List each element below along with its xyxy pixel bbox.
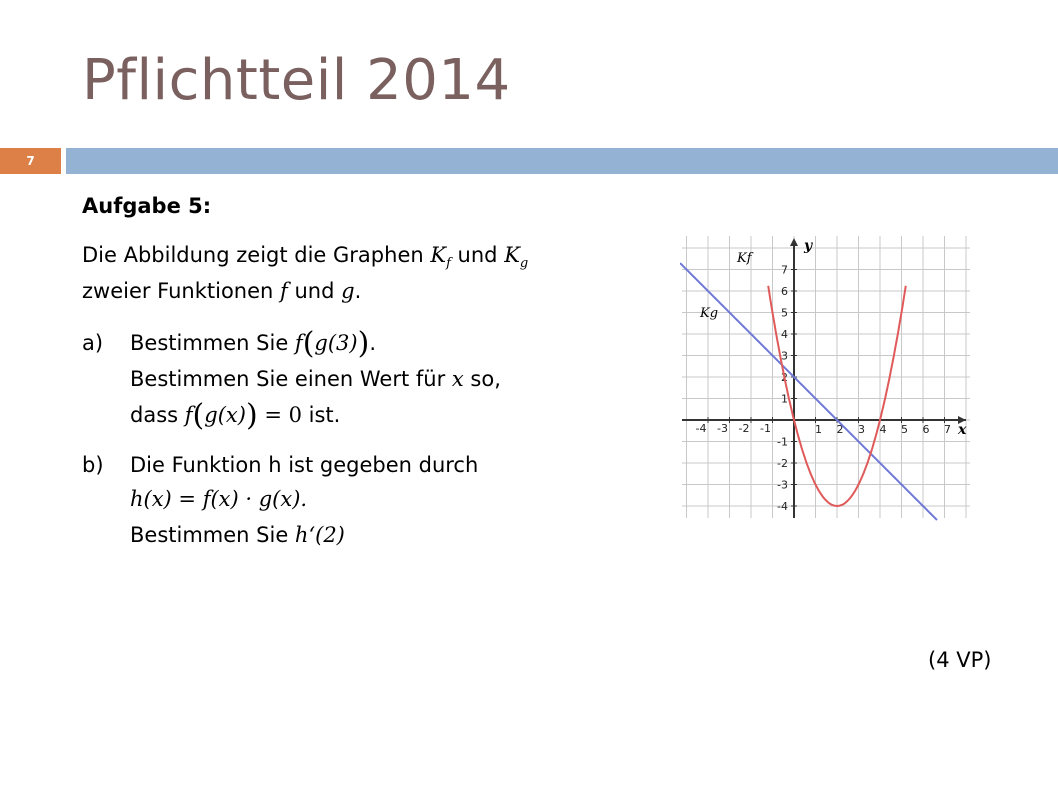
x-tick-label: -4 — [695, 422, 707, 435]
y-tick-label: 2 — [781, 371, 788, 384]
tick-labels — [696, 264, 951, 514]
x-tick-label: 3 — [858, 423, 865, 436]
part-b-line-3: Bestimmen Sie h‘(2) — [130, 523, 345, 547]
x-tick-label: 1 — [815, 423, 822, 436]
y-tick-label: -4 — [777, 500, 788, 513]
y-tick-label: -2 — [777, 457, 788, 470]
part-a-line-2: Bestimmen Sie einen Wert für x so, — [130, 367, 501, 391]
part-b-line-2: h(x) = f(x) · g(x). — [130, 487, 308, 511]
y-tick-label: 1 — [781, 392, 788, 406]
page-title: Pflichtteil 2014 — [82, 48, 511, 113]
x-tick-label: 5 — [901, 423, 908, 436]
intro-line-1: Die Abbildung zeigt die Graphen $K_f$ und $K_g$ — [82, 243, 529, 272]
grid — [682, 236, 970, 518]
slide-number: 7 — [0, 148, 61, 174]
x-tick-label: 2 — [836, 423, 844, 436]
curve-label-f: Kf — [737, 251, 752, 266]
x-tick-label: 4 — [879, 423, 887, 436]
points-label: (4 VP) — [928, 648, 992, 672]
part-a-line-1: Bestimmen Sie f(g(3)). — [130, 326, 377, 361]
function-graph — [680, 232, 975, 522]
part-a-line-3: dass f(g(x)) = 0 ist. — [130, 398, 341, 433]
part-b-label: b) — [82, 453, 104, 477]
axis-label-x: x — [958, 422, 967, 438]
y-tick-label: 6 — [781, 285, 788, 298]
header-bar — [66, 148, 1058, 174]
intro-line-2: zweier Funktionen f und g. — [82, 279, 362, 303]
task-heading: Aufgabe 5: — [82, 194, 212, 218]
x-tick-label: 7 — [944, 423, 951, 436]
y-axis-arrow — [790, 238, 798, 246]
x-tick-label: -1 — [760, 422, 771, 435]
y-tick-label: 5 — [781, 306, 788, 320]
y-tick-label: -3 — [777, 478, 788, 492]
axis-label-y: y — [804, 238, 813, 254]
x-tick-label: 6 — [922, 423, 930, 436]
y-tick-label: 4 — [781, 328, 788, 341]
x-tick-label: -3 — [717, 422, 728, 435]
part-b-line-1: Die Funktion h ist gegeben durch — [130, 453, 479, 477]
y-tick-label: 3 — [781, 349, 788, 363]
curve-label-g: Kg — [700, 306, 719, 321]
curve-g — [680, 263, 937, 520]
y-tick-label: 7 — [781, 263, 788, 277]
x-tick-label: -2 — [738, 422, 750, 435]
part-a-label: a) — [82, 331, 104, 355]
y-tick-label: -1 — [777, 435, 788, 449]
